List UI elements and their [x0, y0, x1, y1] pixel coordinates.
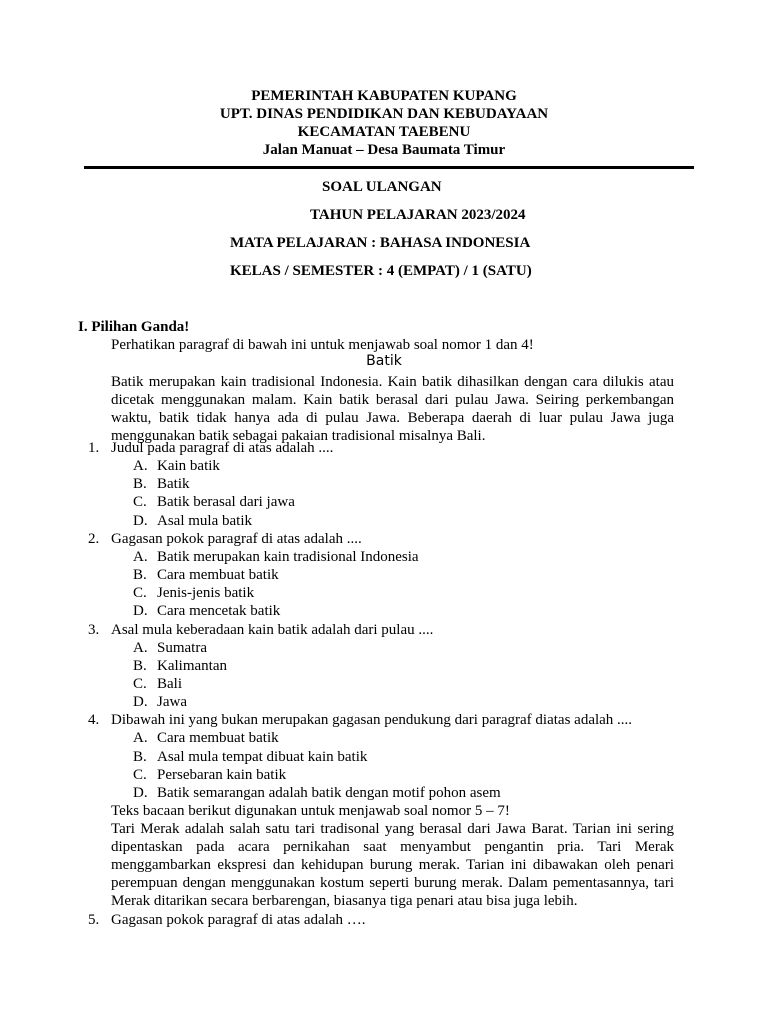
option-letter: B. — [133, 567, 147, 583]
option-text: Kain batik — [157, 458, 220, 474]
option-letter: D. — [133, 694, 148, 710]
option-text: Jawa — [157, 694, 187, 710]
option-letter: B. — [133, 476, 147, 492]
option-text: Cara membuat batik — [157, 567, 279, 583]
option-letter: A. — [133, 549, 148, 565]
header-line-2: UPT. DINAS PENDIDIKAN DAN KEBUDAYAAN — [219, 106, 549, 122]
reading-title: Batik — [366, 353, 402, 369]
question-text: Judul pada paragraf di atas adalah .... — [111, 440, 334, 456]
option-letter: B. — [133, 658, 147, 674]
question-number: 4. — [88, 712, 100, 728]
header-address: Jalan Manuat – Desa Baumata Timur — [262, 142, 506, 158]
header-line-1: PEMERINTAH KABUPATEN KUPANG — [251, 88, 517, 104]
option-letter: C. — [133, 767, 147, 783]
option-letter: A. — [133, 730, 148, 746]
option-text: Bali — [157, 676, 182, 692]
exam-title: SOAL ULANGAN — [322, 179, 442, 195]
option-letter: D. — [133, 785, 148, 801]
question-text: Dibawah ini yang bukan merupakan gagasan pendukung dari paragraf diatas adalah .... — [111, 712, 633, 728]
option-letter: C. — [133, 676, 147, 692]
option-text: Cara mencetak batik — [157, 603, 281, 619]
header-divider — [84, 166, 694, 169]
option-text: Batik merupakan kain tradisional Indonesia — [157, 549, 419, 565]
exam-year: TAHUN PELAJARAN 2023/2024 — [310, 207, 526, 223]
option-text: Jenis-jenis batik — [157, 585, 255, 601]
question-number: 5. — [88, 912, 100, 928]
option-text: Asal mula batik — [157, 513, 252, 529]
header-line-3: KECAMATAN TAEBENU — [297, 124, 471, 140]
option-letter: D. — [133, 513, 148, 529]
reading-paragraph-1: Batik merupakan kain tradisional Indonesia. Kain batik dihasilkan dengan cara dilukis atau dicetak menggunakan malam. Kain batik berasal dari pulau Jawa. Seiring perkembangan waktu, batik tidak hanya ada di pulau Jawa. Beberapa daerah di luar pulau Jawa juga menggunakan batik sebagai pakaian tradisional misalnya Bali. — [111, 374, 674, 444]
option-letter: D. — [133, 603, 148, 619]
option-text: Batik semarangan adalah batik dengan motif pohon asem — [157, 785, 501, 801]
section-heading: I. Pilihan Ganda! — [78, 319, 190, 335]
option-letter: C. — [133, 585, 147, 601]
exam-class: KELAS / SEMESTER : 4 (EMPAT) / 1 (SATU) — [230, 263, 532, 279]
question-text: Gagasan pokok paragraf di atas adalah …. — [111, 912, 366, 928]
option-letter: C. — [133, 494, 147, 510]
question-text: Asal mula keberadaan kain batik adalah dari pulau .... — [111, 622, 434, 638]
option-letter: A. — [133, 458, 148, 474]
instruction-2: Teks bacaan berikut digunakan untuk menjawab soal nomor 5 – 7! — [111, 803, 510, 819]
option-text: Sumatra — [157, 640, 207, 656]
option-letter: A. — [133, 640, 148, 656]
option-text: Batik berasal dari jawa — [157, 494, 295, 510]
option-text: Kalimantan — [157, 658, 227, 674]
question-number: 1. — [88, 440, 100, 456]
option-text: Persebaran kain batik — [157, 767, 287, 783]
option-letter: B. — [133, 749, 147, 765]
instruction-1: Perhatikan paragraf di bawah ini untuk menjawab soal nomor 1 dan 4! — [111, 337, 534, 353]
question-text: Gagasan pokok paragraf di atas adalah .... — [111, 531, 362, 547]
option-text: Asal mula tempat dibuat kain batik — [157, 749, 368, 765]
question-number: 3. — [88, 622, 100, 638]
option-text: Batik — [157, 476, 190, 492]
question-number: 2. — [88, 531, 100, 547]
option-text: Cara membuat batik — [157, 730, 279, 746]
exam-subject: MATA PELAJARAN : BAHASA INDONESIA — [230, 235, 531, 251]
reading-paragraph-2: Tari Merak adalah salah satu tari tradisonal yang berasal dari Jawa Barat. Tarian ini sering dipentaskan pada acara pernikahan saat menyambut pengantin pria. Tari Merak menggambarkan ekspresi dan kehidupan burung merak. Tarian ini dibawakan oleh penari perempuan dengan menggunakan kostum seperti burung merak. Dalam pementasannya, tari Merak ditarikan secara berbarengan, biasanya tiga penari atau bisa juga lebih. — [111, 821, 674, 909]
